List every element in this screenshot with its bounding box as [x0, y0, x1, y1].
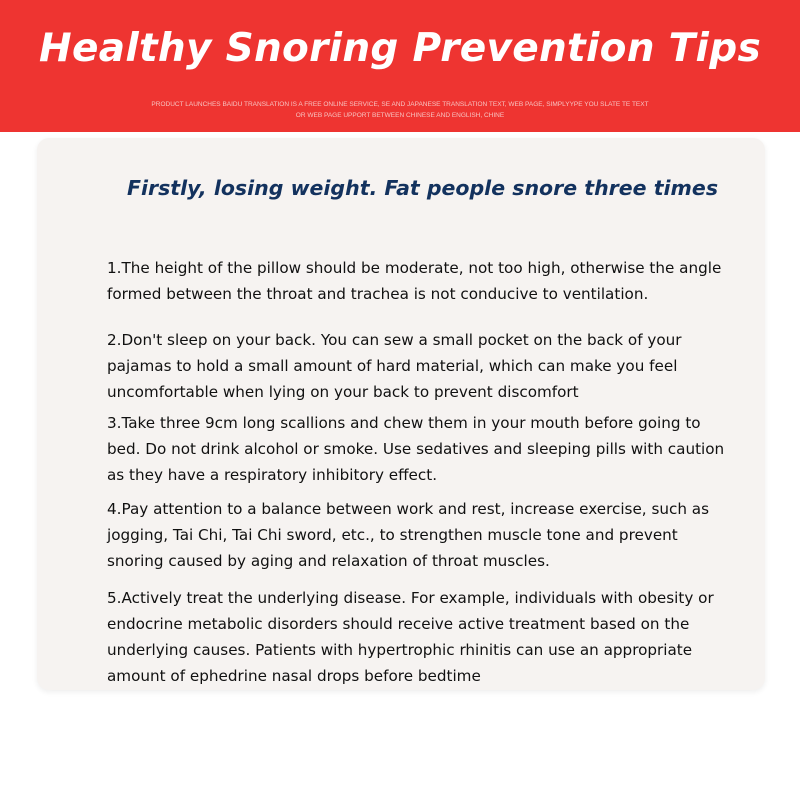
tip-2: 2.Don't sleep on your back. You can sew a small pocket on the back of your pajamas to hold a small amount of hard material, which can make you feel uncomfortable when lying on your back to prevent discomfort: [107, 331, 682, 401]
tip-4: 4.Pay attention to a balance between work and rest, increase exercise, such as jogging, Tai Chi, Tai Chi sword, etc., to strengthen muscle tone and prevent snoring caused by aging and relaxation of throat muscles.: [107, 500, 710, 570]
tip-3: 3.Take three 9cm long scallions and chew them in your mouth before going to bed. Do not drink alcohol or smoke. Use sedatives and sleeping pills with caution as they have a respiratory inhibitory effect.: [107, 414, 725, 484]
page-title: Healthy Snoring Prevention Tips: [39, 26, 761, 71]
tip-5: 5.Actively treat the underlying disease. For example, individuals with obesity or endocrine metabolic disorders should receive active treatment based on the underlying causes. Patients with hypertrophic rhinitis can use an appropriate amount of ephedrine nasal drops before bedtime: [107, 589, 714, 685]
banner-subtitle: PRODUCT LAUNCHES BAIDU TRANSLATION IS A FREE ONLINE SERVICE, SE AND JAPANESE TRANSLATION TEXT, WEB PAGE, SIMPLYYPE YOU SLATE TE TEXT OR WEB PAGE UPPORT BETWEEN CHINESE AND ENGLISH, CHINE: [151, 101, 649, 119]
headline: Firstly, losing weight. Fat people snore three times: [126, 176, 719, 200]
header-banner: [0, 0, 800, 132]
tip-1: 1.The height of the pillow should be moderate, not too high, otherwise the angle formed between the throat and trachea is not conducive to ventilation.: [107, 259, 722, 303]
